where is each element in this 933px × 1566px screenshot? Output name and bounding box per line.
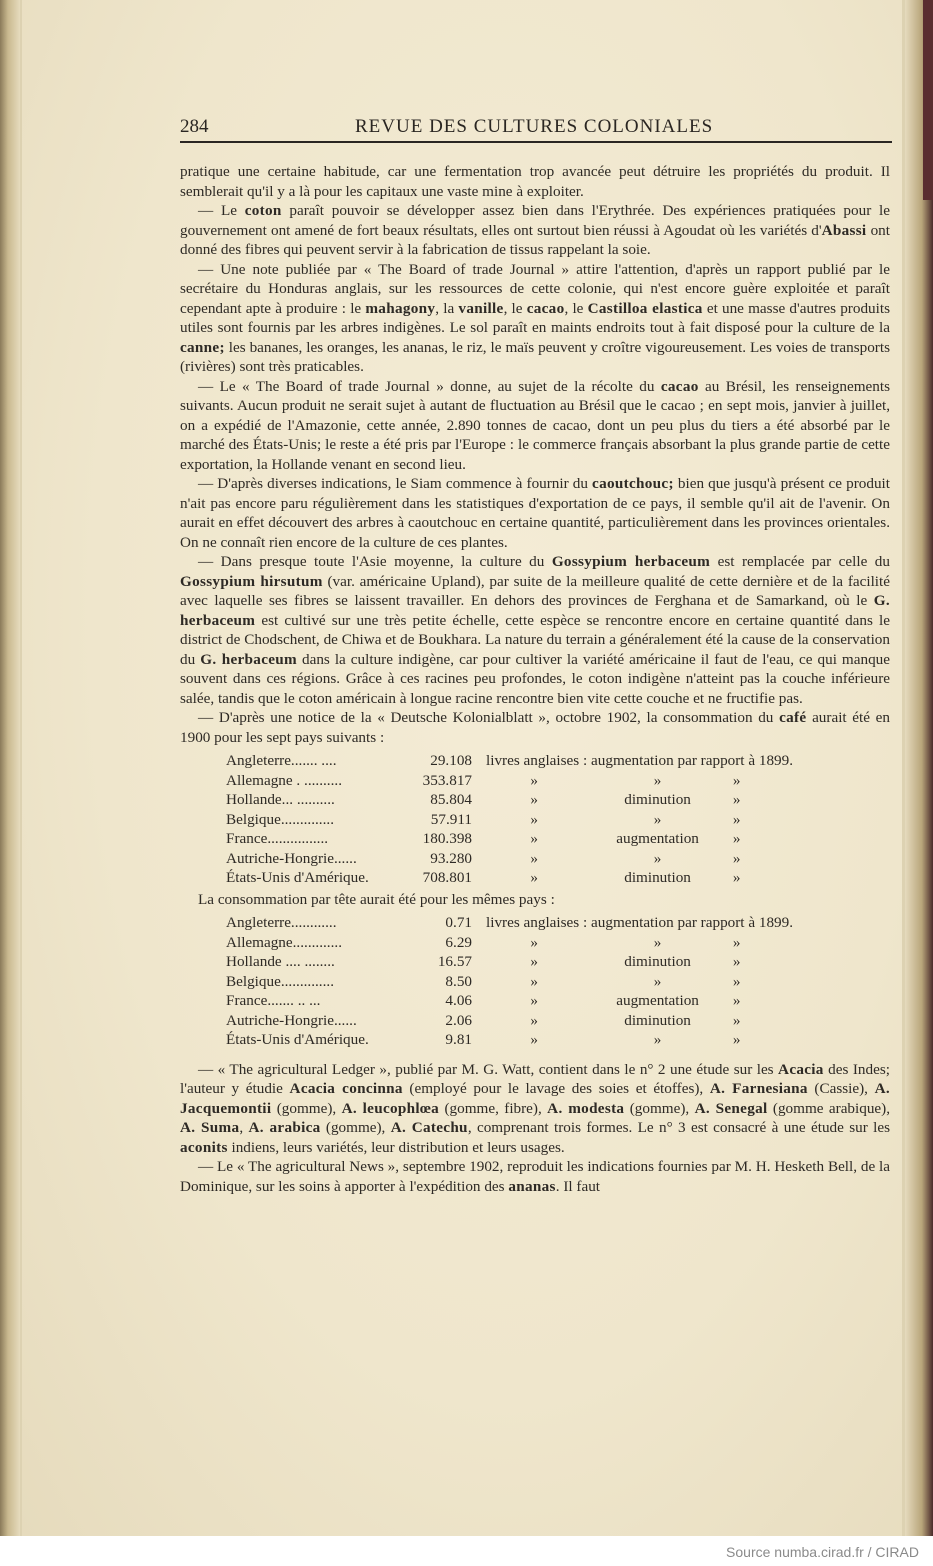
book-binding [923,0,933,200]
paragraph: — Le « The agricultural News », septembre 1902, reproduit les indications fournies par M. H. Hesketh Bell, de la Dominique, sur les soins à apporter à l'expédition des ananas. Il faut [180,1158,890,1195]
paragraph: — Le coton paraît pouvoir se développer assez bien dans l'Erythrée. Des expériences pratiquées pour le gouvernement ont amené de fort beaux résultats, elles ont surtout bien réussi à Agoudat où les variétés d'Abassi ont donné des fibres qui peuvent servir à la fabrication de tissus rappelant la soie. [180,202,890,258]
table-row: Hollande .... ........ 16.57 » diminution » [226,953,741,970]
source-credit: Source numba.cirad.fr / CIRAD [726,1544,919,1560]
table-row: Autriche-Hongrie...... 2.06 » diminution » [226,1011,741,1029]
table-row: Belgique.............. 57.911 » » » [226,810,741,828]
table-row: États-Unis d'Amérique. 9.81 » » » [226,1031,741,1048]
per-capita-table [226,913,793,1050]
table-row: Angleterre....... .... 29.108 livres anglaises : augmentation par rapport à 1899. [226,752,794,769]
paragraph: — Une note publiée par « The Board of trade Journal » attire l'attention, d'après un rapport publié par le secrétaire du Honduras anglais, sur les ressources de cette colonie, qui n'est encore guère exploitée et paraît cependant apte à produire : le mahagony, la vanille, le cacao, le Castilloa elastica et une masse d'autres produits utiles sont fournis par les arbres indigènes. Le sol paraît en maints endroits tout à fait disposé pour la culture de la canne; les bananes, les oranges, les ananas, le riz, le maïs peuvent y croître vigoureusement. Les voies de transports (rivières) sont très praticables. [180,260,890,375]
paragraph: — Dans presque toute l'Asie moyenne, la culture du Gossypium herbaceum est remplacée par celle du Gossypium hirsutum (var. américaine Upland), par suite de la meilleure qualité de cette dernière et de la facilité avec laquelle ses fibres se laissent travailler. En dehors des provinces de Ferghana et de Samarkand, où le G. herbaceum est cultivé sur une très petite échelle, cette espèce se rencontre encore en certaine quantité dans le district de Chodschent, de Chiwa et de Boukhara. La nature du terrain a généralement été la cause de la conservation du G. herbaceum dans la culture indigène, car pour cultiver la variété américaine il faut de l'eau, ce qui manque souvent dans ces régions. Grâce à ces racines peu profondes, le coton indigène n'atteint pas la couche inférieure salée, tandis que le coton américain à longue racine rencontre bien vite cette couche et ne fructifie pas. [180,553,891,707]
table-row: Angleterre............ 0.71 livres anglaises : augmentation par rapport à 1899. [226,914,794,931]
table-row: France....... .. ... 4.06 » augmentation » [226,992,741,1009]
paragraph: — D'après une notice de la « Deutsche Kolonialblatt », octobre 1902, la consommation du café aurait été en 1900 pour les sept pays suivants : [180,709,890,746]
paragraph: La consommation par tête aurait été pour les mêmes pays : [198,890,555,908]
paragraph: — D'après diverses indications, le Siam commence à fournir du caoutchouc; bien que jusqu'à présent ce produit n'ait pas encore paru régulièrement dans les statistiques d'exportation de ce pays, il semble qu'il ait de l'avenir. On aurait en effet découvert des arbres à caoutchouc en certaine quantité, particulièrement dans les provinces orientales. On ne connaît rien encore de la culture de ces plantes. [180,475,890,551]
paragraph: — Le « The Board of trade Journal » donne, au sujet de la récolte du cacao au Brésil, les renseignements suivants. Aucun produit ne serait sujet à autant de fluctuation au Brésil que le cacao ; en sept mois, janvier à juillet, on a expédié de l'Amazonie, cette année, 2.890 tonnes de cacao, dont un peu plus du tiers a été absorbé par le marché des États-Unis; le reste a été pris par l'Europe : le commerce français absorbant la plus grande partie de cette exportation, la Hollande venant en second lieu. [180,377,890,473]
paragraph: pratique une certaine habitude, car une fermentation trop avancée peut détruire les propriétés du produit. Il semblerait qu'il y a là pour les capitaux une vaste mine à exploiter. [180,163,890,200]
table-row: Belgique.............. 8.50 » » » [226,972,741,990]
page-edge-right [905,0,933,1536]
paragraph: — « The agricultural Ledger », publié par M. G. Watt, contient dans le n° 2 une étude sur les Acacia des Indes; l'auteur y étudie Acacia concinna (employé pour le lavage des soies et étoffes), A. Farnesiana (Cassie), A. Jacquemontii (gomme), A. leucophlœa (gomme, fibre), A. modesta (gomme), A. Senegal (gomme arabique), A. Suma, A. arabica (gomme), A. Catechu, comprenant trois formes. Le n° 3 est consacré à une étude sur les aconits indiens, leurs variétés, leur distribution et leurs usages. [180,1060,891,1156]
table-row: Allemagne............. 6.29 » » » [226,933,741,951]
consumption-table [226,751,793,888]
table-row: France................ 180.398 » augmentation » [226,830,741,847]
page-edge-left [0,0,20,1536]
running-title: REVUE DES CULTURES COLONIALES [355,116,714,137]
table-row: Hollande... .......... 85.804 » diminution » [226,791,741,808]
article-body [180,162,890,1196]
page-number: 284 [180,116,209,137]
table-row: Autriche-Hongrie...... 93.280 » » » [226,849,741,867]
header-rule [180,141,892,143]
table-row: Allemagne . .......... 353.817 » » » [226,771,741,789]
page-header [180,116,890,142]
table-row: États-Unis d'Amérique. 708.801 » diminution » [226,869,741,886]
